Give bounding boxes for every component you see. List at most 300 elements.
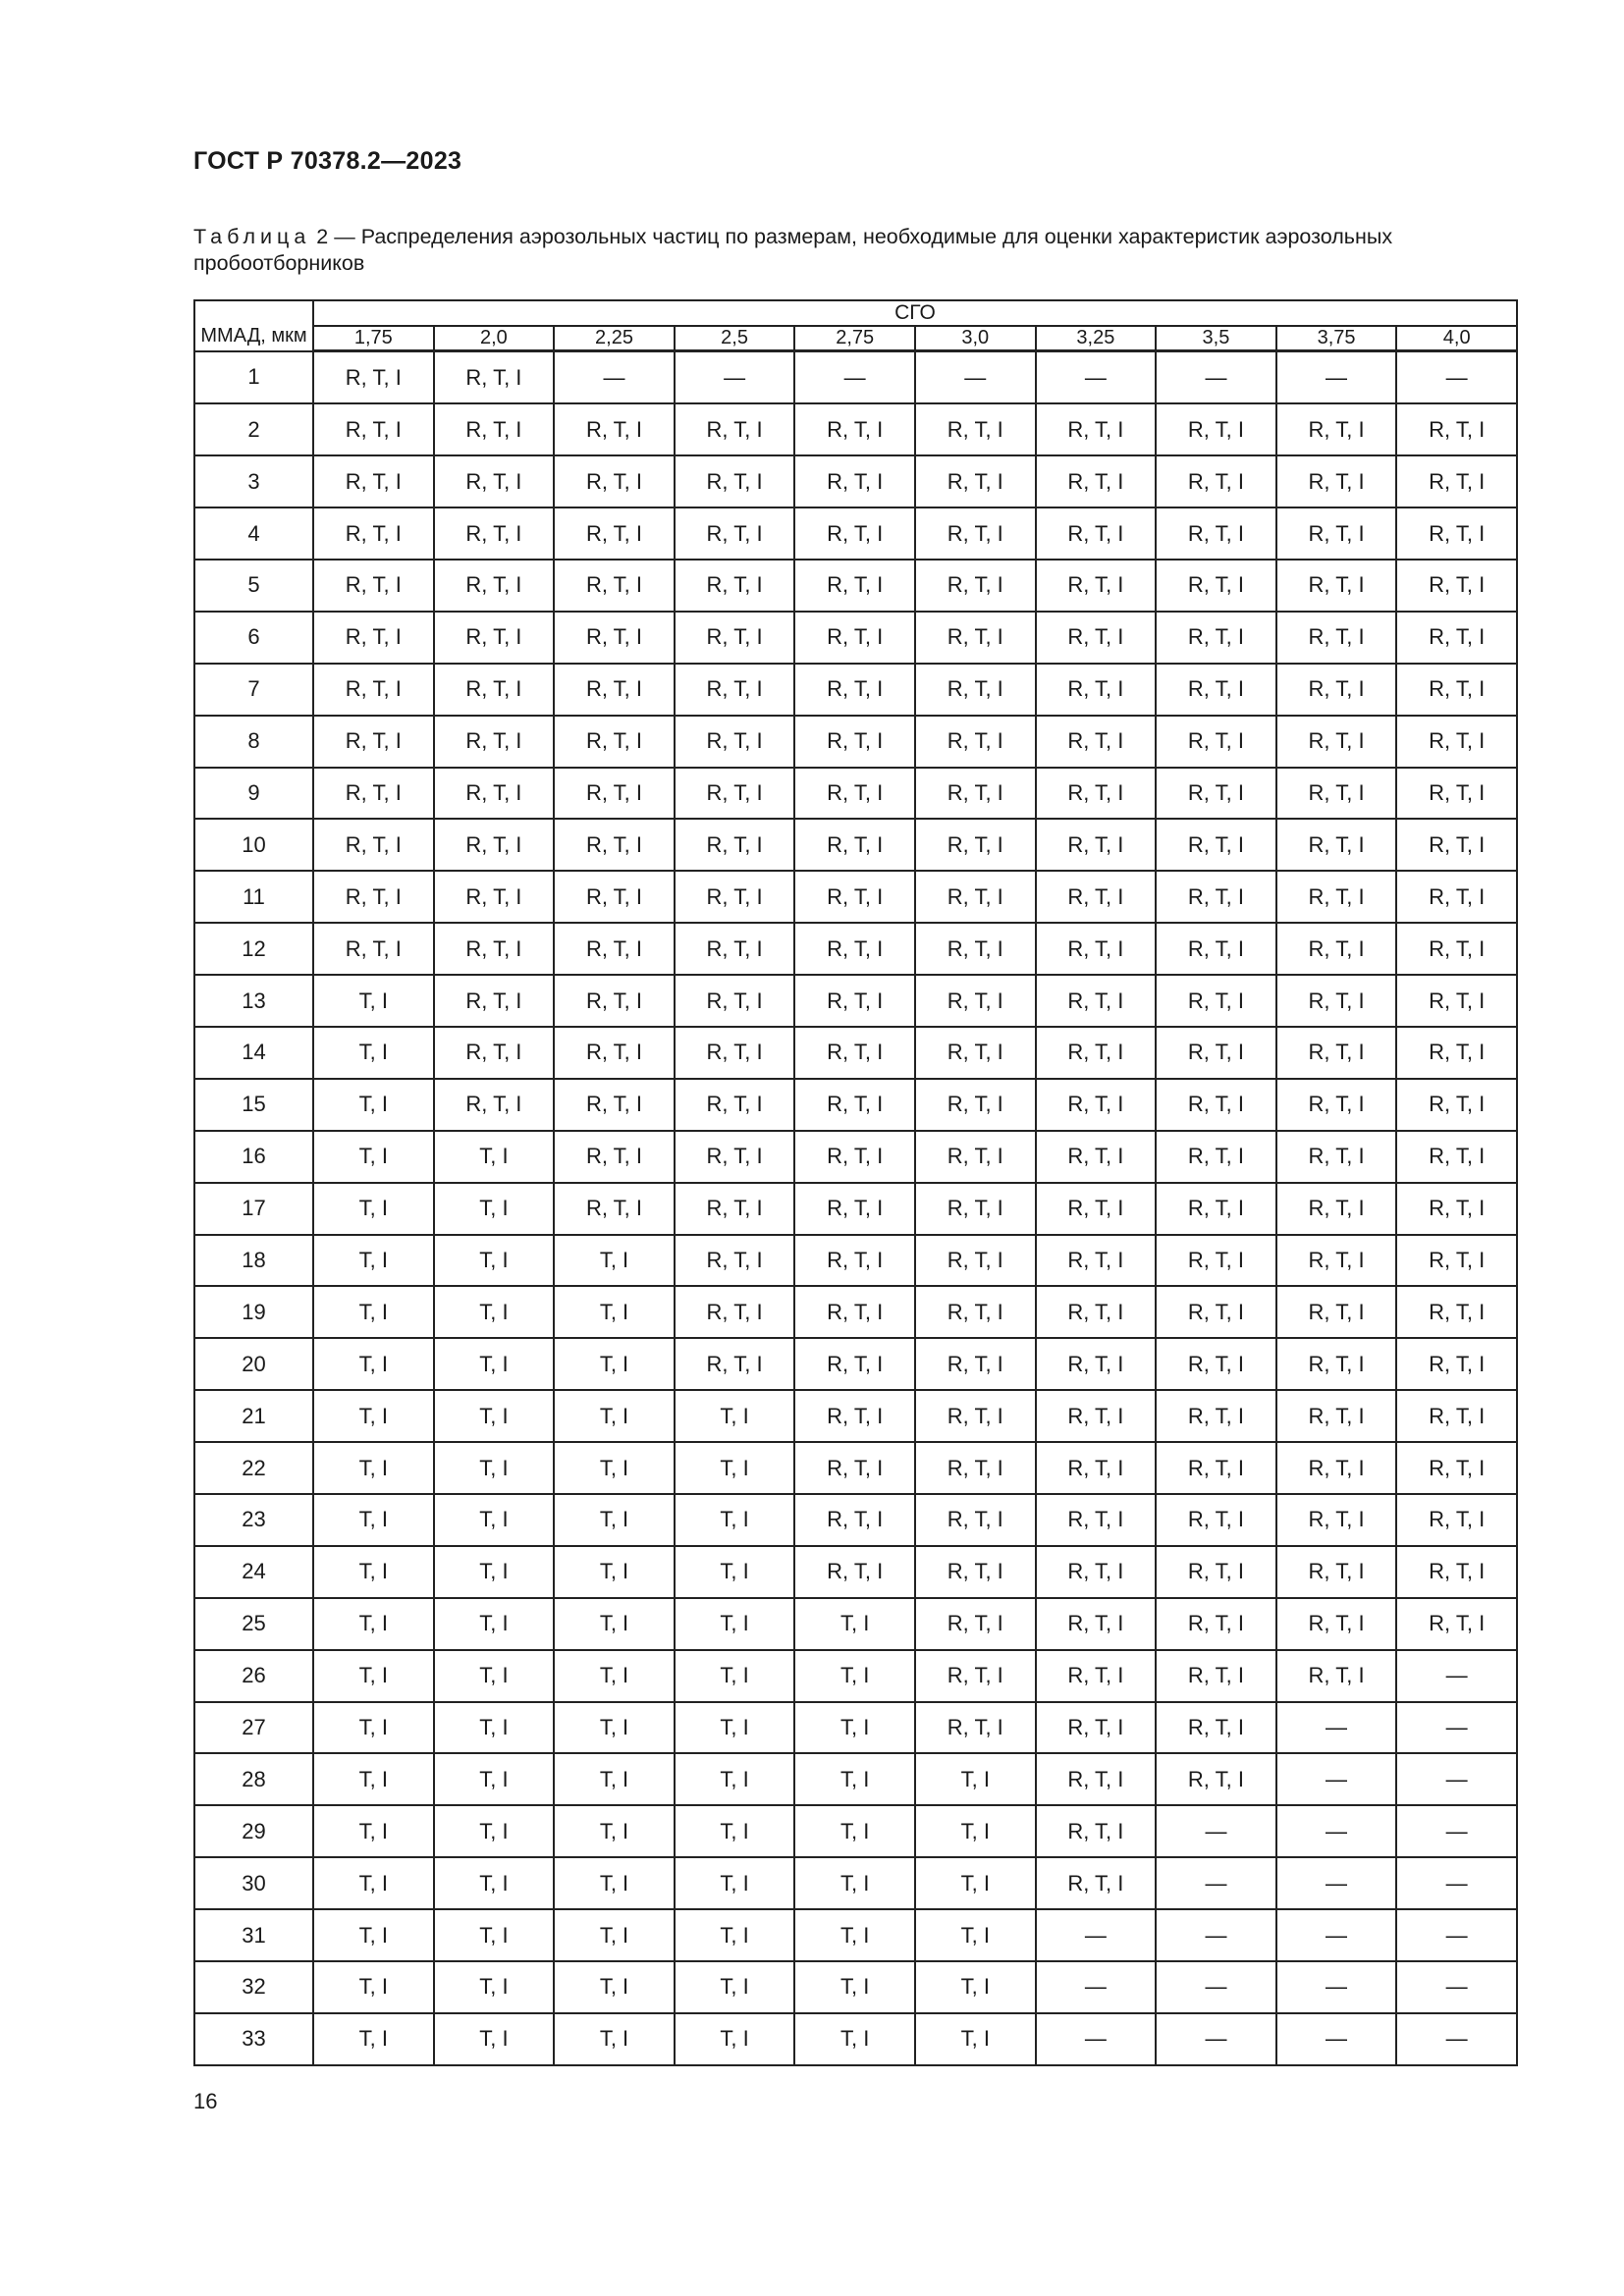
table-cell: T, I [434,1857,555,1909]
table-cell: — [1036,1909,1157,1961]
particle-distribution-table [193,299,1518,2066]
table-cell: R, T, I [554,1079,675,1131]
table-cell: T, I [313,2013,434,2065]
table-cell: R, T, I [434,923,555,975]
table-cell: R, T, I [794,1286,915,1338]
table-cell: T, I [554,1650,675,1702]
table-cell: T, I [554,1390,675,1442]
table-cell: R, T, I [1156,1027,1276,1079]
table-cell: R, T, I [1396,923,1517,975]
table-cell: T, I [434,1235,555,1287]
table-cell: R, T, I [1276,455,1397,507]
table-cell: R, T, I [794,716,915,768]
table-cell: T, I [434,1702,555,1754]
mmad-value: 33 [194,2013,313,2065]
table-cell: T, I [675,1753,795,1805]
table-cell: R, T, I [794,768,915,820]
mmad-value: 27 [194,1702,313,1754]
table-cell: R, T, I [1156,871,1276,923]
table-cell: R, T, I [1156,560,1276,612]
table-cell: R, T, I [434,768,555,820]
table-cell: R, T, I [1036,664,1157,716]
table-cell: T, I [554,1598,675,1650]
table-row [194,1183,1517,1235]
sgo-values-row [194,326,1517,351]
table-cell: R, T, I [1156,716,1276,768]
table-cell: R, T, I [1036,1131,1157,1183]
table-cell: T, I [434,1961,555,2013]
table-cell: T, I [554,1546,675,1598]
table-cell: T, I [554,1961,675,2013]
table-cell: T, I [313,1286,434,1338]
table-cell: T, I [554,2013,675,2065]
table-cell: R, T, I [915,612,1036,664]
sgo-column-header: 2,5 [675,326,795,351]
table-cell: R, T, I [1396,1183,1517,1235]
table-cell: R, T, I [915,819,1036,871]
table-row [194,507,1517,560]
table-cell: R, T, I [1396,975,1517,1027]
table-cell: — [1396,2013,1517,2065]
table-cell: — [1036,351,1157,404]
table-cell: R, T, I [1156,1494,1276,1546]
table-row [194,1079,1517,1131]
table-cell: R, T, I [1396,819,1517,871]
mmad-value: 2 [194,403,313,455]
table-cell: R, T, I [675,1338,795,1390]
sgo-column-header: 3,75 [1276,326,1397,351]
table-cell: T, I [794,1598,915,1650]
table-cell: R, T, I [313,923,434,975]
table-cell: R, T, I [313,819,434,871]
table-cell: — [1276,2013,1397,2065]
table-cell: T, I [794,1753,915,1805]
table-cell: T, I [915,1909,1036,1961]
table-cell: R, T, I [794,1494,915,1546]
table-cell: R, T, I [313,664,434,716]
table-cell: R, T, I [1276,716,1397,768]
table-cell: T, I [313,1390,434,1442]
table-header-row [194,300,1517,326]
table-cell: T, I [794,1650,915,1702]
table-cell: R, T, I [915,923,1036,975]
table-cell: R, T, I [1396,1390,1517,1442]
table-cell: R, T, I [1156,1390,1276,1442]
table-cell: R, T, I [554,923,675,975]
table-cell: T, I [675,1442,795,1494]
table-cell: R, T, I [1396,403,1517,455]
table-cell: R, T, I [1036,1442,1157,1494]
table-cell: — [1396,1857,1517,1909]
table-cell: — [1276,351,1397,404]
table-cell: R, T, I [1396,560,1517,612]
table-cell: R, T, I [1036,819,1157,871]
mmad-column-header: ММАД, мкм [194,300,313,351]
mmad-value: 32 [194,1961,313,2013]
table-cell: T, I [434,1805,555,1857]
table-cell: — [1276,1805,1397,1857]
table-cell: R, T, I [434,612,555,664]
table-cell: R, T, I [794,664,915,716]
table-cell: R, T, I [794,1079,915,1131]
table-cell: R, T, I [554,612,675,664]
table-cell: T, I [434,1598,555,1650]
table-cell: R, T, I [1156,1286,1276,1338]
table-cell: R, T, I [1036,507,1157,560]
table-cell: R, T, I [915,455,1036,507]
mmad-value: 7 [194,664,313,716]
table-cell: R, T, I [794,1442,915,1494]
table-cell: R, T, I [554,871,675,923]
table-caption-text: 2 — Распределения аэрозольных частиц по размерам, необходимые для оценки характеристик аэрозольных пробоотборников [193,225,1393,275]
sgo-column-header: 1,75 [313,326,434,351]
table-cell: R, T, I [313,507,434,560]
table-cell: R, T, I [1036,1650,1157,1702]
table-cell: — [1156,1857,1276,1909]
table-cell: — [1396,1753,1517,1805]
table-cell: T, I [675,1390,795,1442]
mmad-value: 17 [194,1183,313,1235]
mmad-value: 14 [194,1027,313,1079]
table-cell: R, T, I [794,612,915,664]
table-cell: R, T, I [915,768,1036,820]
table-cell: R, T, I [675,1027,795,1079]
table-cell: R, T, I [1036,1857,1157,1909]
table-cell: R, T, I [313,455,434,507]
table-cell: R, T, I [1276,768,1397,820]
table-cell: T, I [313,1702,434,1754]
table-cell: R, T, I [915,1702,1036,1754]
table-cell: T, I [313,1131,434,1183]
table-cell: R, T, I [1156,507,1276,560]
table-cell: R, T, I [1156,1702,1276,1754]
table-cell: T, I [313,1235,434,1287]
table-cell: T, I [675,2013,795,2065]
table-cell: — [1156,351,1276,404]
table-cell: R, T, I [1036,1390,1157,1442]
table-cell: T, I [554,1753,675,1805]
table-row [194,2013,1517,2065]
table-cell: R, T, I [554,403,675,455]
table-cell: R, T, I [554,975,675,1027]
table-cell: T, I [554,1909,675,1961]
table-cell: T, I [313,1753,434,1805]
table-cell: T, I [794,1805,915,1857]
table-cell: R, T, I [1036,560,1157,612]
table-cell: T, I [434,1442,555,1494]
table-cell: R, T, I [1276,871,1397,923]
table-cell: R, T, I [1276,1598,1397,1650]
table-cell: R, T, I [675,975,795,1027]
table-cell: T, I [915,1857,1036,1909]
table-cell: R, T, I [1036,1235,1157,1287]
table-cell: R, T, I [1036,1027,1157,1079]
table-row [194,1546,1517,1598]
mmad-value: 8 [194,716,313,768]
table-cell: R, T, I [434,975,555,1027]
table-cell: R, T, I [434,819,555,871]
mmad-value: 23 [194,1494,313,1546]
table-cell: R, T, I [313,560,434,612]
table-cell: R, T, I [554,664,675,716]
table-cell: R, T, I [794,975,915,1027]
sgo-column-header: 3,0 [915,326,1036,351]
table-cell: T, I [313,1546,434,1598]
table-cell: — [1396,1702,1517,1754]
table-cell: R, T, I [915,871,1036,923]
table-cell: R, T, I [1156,1650,1276,1702]
table-cell: R, T, I [675,1235,795,1287]
table-cell: R, T, I [1036,975,1157,1027]
table-cell: R, T, I [915,1442,1036,1494]
table-cell: T, I [675,1909,795,1961]
mmad-value: 15 [194,1079,313,1131]
table-cell: R, T, I [1036,923,1157,975]
table-cell: T, I [313,1027,434,1079]
sgo-group-header: СГО [313,300,1517,326]
table-cell: R, T, I [554,455,675,507]
table-cell: R, T, I [1276,923,1397,975]
table-cell: R, T, I [1276,1027,1397,1079]
table-cell: T, I [794,2013,915,2065]
table-cell: R, T, I [434,351,555,404]
table-cell: R, T, I [434,1079,555,1131]
table-cell: T, I [554,1338,675,1390]
table-cell: R, T, I [1036,1805,1157,1857]
table-cell: R, T, I [794,1546,915,1598]
table-row [194,560,1517,612]
table-cell: T, I [554,1494,675,1546]
table-cell: T, I [434,1390,555,1442]
mmad-value: 1 [194,351,313,404]
table-cell: R, T, I [794,403,915,455]
table-cell: R, T, I [794,871,915,923]
table-row [194,1805,1517,1857]
sgo-column-header: 2,75 [794,326,915,351]
table-cell: R, T, I [1276,1235,1397,1287]
table-cell: R, T, I [434,1027,555,1079]
table-cell: R, T, I [1276,1442,1397,1494]
table-cell: — [915,351,1036,404]
table-cell: R, T, I [915,1235,1036,1287]
table-cell: R, T, I [1036,1598,1157,1650]
table-cell: R, T, I [915,1183,1036,1235]
table-row [194,1027,1517,1079]
table-cell: R, T, I [1276,1494,1397,1546]
table-cell: R, T, I [1396,664,1517,716]
table-cell: R, T, I [434,507,555,560]
table-cell: T, I [675,1702,795,1754]
table-cell: R, T, I [434,716,555,768]
table-cell: R, T, I [1396,612,1517,664]
table-cell: T, I [794,1857,915,1909]
mmad-value: 28 [194,1753,313,1805]
table-cell: — [1276,1702,1397,1754]
table-cell: R, T, I [434,403,555,455]
sgo-column-header: 2,25 [554,326,675,351]
table-cell: T, I [313,1442,434,1494]
table-cell: R, T, I [1396,1442,1517,1494]
table-cell: T, I [675,1494,795,1546]
table-cell: R, T, I [794,1235,915,1287]
table-cell: R, T, I [915,664,1036,716]
table-cell: R, T, I [675,871,795,923]
sgo-column-header: 4,0 [1396,326,1517,351]
table-cell: R, T, I [434,455,555,507]
table-row [194,351,1517,404]
table-cell: R, T, I [1156,1753,1276,1805]
table-cell: R, T, I [313,403,434,455]
table-cell: R, T, I [1156,455,1276,507]
table-cell: R, T, I [1396,1027,1517,1079]
table-cell: — [1396,1909,1517,1961]
table-cell: R, T, I [794,1027,915,1079]
table-cell: T, I [915,2013,1036,2065]
table-cell: — [675,351,795,404]
mmad-value: 13 [194,975,313,1027]
table-cell: T, I [313,1183,434,1235]
table-cell: R, T, I [915,1338,1036,1390]
table-cell: T, I [675,1598,795,1650]
mmad-value: 10 [194,819,313,871]
table-row [194,975,1517,1027]
table-cell: T, I [794,1961,915,2013]
table-cell: R, T, I [1036,1753,1157,1805]
table-cell: T, I [554,1805,675,1857]
table-cell: R, T, I [1276,1546,1397,1598]
table-cell: R, T, I [1276,1650,1397,1702]
table-cell: — [1036,1961,1157,2013]
table-cell: R, T, I [554,1183,675,1235]
table-cell: R, T, I [794,507,915,560]
table-cell: T, I [434,1338,555,1390]
table-cell: R, T, I [675,1131,795,1183]
table-cell: R, T, I [1036,716,1157,768]
table-cell: — [1396,1805,1517,1857]
table-cell: R, T, I [1396,1235,1517,1287]
table-cell: R, T, I [1036,455,1157,507]
table-cell: R, T, I [1396,1494,1517,1546]
table-cell: R, T, I [675,923,795,975]
table-cell: R, T, I [554,716,675,768]
mmad-value: 20 [194,1338,313,1390]
mmad-value: 31 [194,1909,313,1961]
table-cell: R, T, I [1396,716,1517,768]
table-cell: R, T, I [915,403,1036,455]
table-cell: R, T, I [675,819,795,871]
table-row [194,871,1517,923]
table-cell: R, T, I [1396,455,1517,507]
table-cell: R, T, I [554,819,675,871]
table-cell: R, T, I [915,507,1036,560]
mmad-value: 19 [194,1286,313,1338]
table-cell: T, I [554,1286,675,1338]
table-cell: T, I [434,1909,555,1961]
table-cell: R, T, I [915,1079,1036,1131]
table-row [194,1598,1517,1650]
sgo-column-header: 3,5 [1156,326,1276,351]
table-cell: — [794,351,915,404]
table-cell: R, T, I [794,923,915,975]
table-row [194,1753,1517,1805]
table-body [194,351,1517,2066]
table-cell: R, T, I [1396,1338,1517,1390]
table-cell: R, T, I [1156,768,1276,820]
table-cell: R, T, I [1396,768,1517,820]
mmad-value: 5 [194,560,313,612]
table-row [194,923,1517,975]
table-cell: T, I [434,2013,555,2065]
table-row [194,1650,1517,1702]
table-cell: R, T, I [1276,1183,1397,1235]
table-cell: R, T, I [1276,1390,1397,1442]
table-cell: R, T, I [1156,1079,1276,1131]
table-cell: R, T, I [1036,612,1157,664]
table-cell: R, T, I [1396,1131,1517,1183]
table-cell: R, T, I [794,560,915,612]
table-cell: T, I [915,1805,1036,1857]
table-cell: T, I [675,1961,795,2013]
table-cell: R, T, I [1036,871,1157,923]
table-cell: — [1396,1650,1517,1702]
table-row [194,768,1517,820]
table-cell: T, I [434,1650,555,1702]
table-row [194,612,1517,664]
table-cell: R, T, I [1156,612,1276,664]
table-cell: R, T, I [1036,1702,1157,1754]
table-cell: R, T, I [1036,1546,1157,1598]
table-cell: R, T, I [915,1390,1036,1442]
table-cell: R, T, I [794,1338,915,1390]
table-cell: R, T, I [1156,1442,1276,1494]
table-row [194,455,1517,507]
table-cell: T, I [675,1546,795,1598]
table-cell: R, T, I [1276,1286,1397,1338]
table-cell: R, T, I [915,1027,1036,1079]
table-cell: R, T, I [313,716,434,768]
table-cell: R, T, I [794,1183,915,1235]
table-cell: R, T, I [554,1027,675,1079]
table-cell: R, T, I [554,768,675,820]
table-cell: R, T, I [1156,1131,1276,1183]
table-cell: R, T, I [675,664,795,716]
table-cell: T, I [313,975,434,1027]
table-cell: T, I [434,1286,555,1338]
table-cell: T, I [434,1131,555,1183]
table-cell: R, T, I [1396,1546,1517,1598]
table-cell: R, T, I [1156,1598,1276,1650]
table-cell: R, T, I [313,351,434,404]
table-cell: R, T, I [313,612,434,664]
table-row [194,1494,1517,1546]
table-cell: R, T, I [1156,923,1276,975]
table-row [194,1702,1517,1754]
table-cell: T, I [313,1079,434,1131]
table-cell: R, T, I [915,1286,1036,1338]
table-cell: R, T, I [1276,819,1397,871]
mmad-value: 16 [194,1131,313,1183]
table-row [194,403,1517,455]
table-cell: R, T, I [1396,1286,1517,1338]
table-cell: R, T, I [675,768,795,820]
table-cell: — [1396,1961,1517,2013]
table-cell: R, T, I [675,507,795,560]
table-cell: R, T, I [1156,403,1276,455]
table-cell: R, T, I [1036,1338,1157,1390]
table-cell: R, T, I [1156,1338,1276,1390]
table-cell: R, T, I [1276,612,1397,664]
table-cell: R, T, I [1276,507,1397,560]
